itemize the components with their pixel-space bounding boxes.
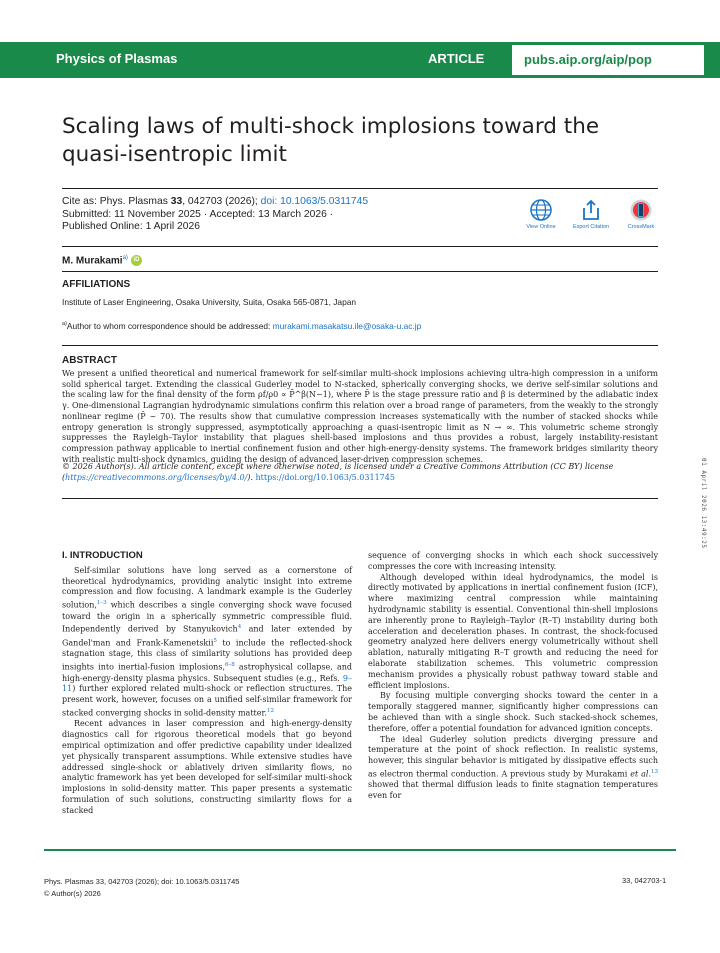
article-title: Scaling laws of multi-shock implosions toward the quasi-isentropic limit <box>62 114 600 167</box>
cite-volume: 33 <box>170 196 183 207</box>
globe-icon <box>529 198 553 222</box>
cite-doi-link[interactable]: doi: 10.1063/5.0311745 <box>260 196 369 207</box>
download-timestamp: 01 April 2026 13:49:25 <box>700 458 707 549</box>
reference-link[interactable]: 6–8 <box>224 662 235 669</box>
paragraph: By focusing multiple converging shocks toward the center in a temporally staggered manner, significantly higher compressions can be achieved than with a single shock. Such stacked-shock schemes, therefore, offer a potential foundation for advanced ignition concepts. <box>368 691 658 733</box>
reference-link[interactable]: 12 <box>266 707 274 714</box>
cite-pages: , 042703 (2026); <box>182 196 261 207</box>
divider <box>62 188 658 189</box>
export-citation-label: Export Citation <box>572 224 610 230</box>
license-end: ). <box>247 472 256 482</box>
corr-label: Author to whom correspondence should be addressed: <box>66 321 273 331</box>
license-text: © 2026 Author(s). All article content, except where otherwise noted, is licensed under a Creative Commons Attribution (CC BY) license ( <box>62 462 614 482</box>
view-online-label: View Online <box>526 224 556 230</box>
author-sup: a) <box>122 255 128 261</box>
affiliation-text: Institute of Laser Engineering, Osaka University, Suita, Osaka 565-0871, Japan <box>62 297 357 307</box>
section-heading: I. INTRODUCTION <box>62 550 143 561</box>
paragraph: sequence of converging shocks in which each shock successively compresses the core with increasing intensity. <box>368 551 658 571</box>
paragraph: Recent advances in laser compression and high-energy-density diagnostics call for rigorous theoretical models that go beyond empirical optimization and offer predictive capability under idealized yet physically transparent assumptions. While extensive studies have addressed single-shock or ablatively driven similarity flows, no analytic framework has yet been developed for self-similar multi-shock implosions in solid-density matter. This paper presents a systematic formulation of such solutions, constructing similarity flows for a stacked <box>62 719 352 815</box>
footer-page: 33, 042703-1 <box>622 876 667 885</box>
submitted-line: Submitted: 11 November 2025 · Accepted: 13 March 2026 · <box>62 208 334 220</box>
affiliations-heading: AFFILIATIONS <box>62 279 131 290</box>
cite-block <box>62 196 368 234</box>
correspondence-line <box>62 321 421 331</box>
journal-url-box[interactable] <box>511 44 705 76</box>
footer-copyright: © Author(s) 2026 <box>44 889 101 898</box>
abstract-heading: ABSTRACT <box>62 355 117 366</box>
journal-name[interactable]: Physics of Plasmas <box>56 51 178 66</box>
reference-link[interactable]: 13 <box>651 768 658 775</box>
author-name[interactable]: M. Murakami <box>62 255 123 267</box>
license-link[interactable]: https://creativecommons.org/licenses/by/4.0/ <box>65 472 248 482</box>
paragraph: The ideal Guderley solution predicts diverging pressure and temperature at the point of shock reflection. In realistic systems, however, this singular behavior is mitigated by dissipative effects such as electron thermal conduction. A previous study by Murakami et al.$^{13}$ showed that thermal diffusion leads to finite stagnation temperatures even for <box>368 734 658 801</box>
journal-banner <box>0 42 720 78</box>
footer-left <box>44 876 239 900</box>
paragraph: Although developed within ideal hydrodynamics, the model is directly motivated by applications in inertial confinement fusion (ICF), where maximizing central compression while maintaining hydrodynamic stability is essential. Conventional thin-shell implosions are inherently prone to Rayleigh–Taylor (R–T) instability during both acceleration and deceleration phases. In contrast, the shock-focused geometry analyzed here delivers energy volumetrically without shell ablation, naturally mitigating R–T growth and reducing the need for elaborate stabilization schemes. This volumetric compression mechanism provides a physically robust pathway toward stable and efficient implosions. <box>368 572 658 690</box>
divider <box>62 271 658 272</box>
footer-citation: Phys. Plasmas 33, 042703 (2026); doi: 10.1063/5.0311745 <box>44 877 240 886</box>
journal-url[interactable]: pubs.aip.org/aip/pop <box>524 52 652 67</box>
crossmark-button[interactable] <box>611 198 671 238</box>
corr-sup: a) <box>62 321 67 328</box>
orcid-icon[interactable]: iD <box>131 255 142 266</box>
cite-prefix: Cite as: Phys. Plasmas <box>62 196 171 207</box>
license-statement <box>62 462 658 483</box>
reference-link[interactable]: 9–11 <box>62 673 352 694</box>
crossmark-icon <box>629 198 653 222</box>
article-type: ARTICLE <box>428 51 485 66</box>
reference-link[interactable]: 4 <box>237 624 242 631</box>
doi-link[interactable]: https://doi.org/10.1063/5.0311745 <box>255 472 395 482</box>
divider <box>62 345 658 346</box>
published-line: Published Online: 1 April 2026 <box>62 221 200 232</box>
footer-rule <box>44 849 676 851</box>
paragraph: Self-similar solutions have long served as a cornerstone of theoretical hydrodynamics, providing analytic insight into extreme compression and flow focusing. A landmark example is the Guderley solution,$^{1-3}$ which describes a single converging shock wave focused toward the origin in a spherically symmetric compressible fluid. Independently derived by Stanyukovich$^4$ and later extended by Gandel'man and Frank-Kamenetskii$^5$ to include the reflected-shock stagnation stage, this class of similarity solutions has provided deep insights into inertial-fusion implosions,$^{6-8}$ astrophysical collapse, and high-energy-density plasma physics. Subsequent studies (e.g., Refs. 9–11) further explored related multi-shock or reflection structures. The present work, however, focuses on a unified self-similar framework for stacked converging shocks in solid-density matter.$^{12}$ <box>62 565 353 718</box>
export-icon <box>579 198 603 222</box>
left-column <box>62 551 352 817</box>
abstract-text: We present a unified theoretical and numerical framework for self-similar multi-shock implosions achieving ultra-high compression in a uniform solid spherical target. Extending the classical Guderley model to N-stacked, spherically converging shocks, we derive self-similar solutions and the scaling law for the final density of the form ρf/ρ0 ∝ P̄^β(N−1), where P̄ is the stage pressure ratio and β is determined by the adiabatic index γ. One-dimensional Lagrangian hydrodynamic simulations confirm this relation over a broad range of parameters, from the weakly to the strongly nonlinear regime (P̄ ∼ 70). The results show that cumulative compression increases systematically with the number of stacked shocks while entropy generation is strongly suppressed, asymptotically approaching a quasi-isentropic limit as N → ∞. This volumetric scheme strongly suppresses the Rayleigh–Taylor instability that plagues shell-based implosions and thus provides a robust, largely instability-resistant compression pathway applicable to inertial confinement fusion and other high-energy-density systems. The framework bridges similarity theory with realistic multi-shock dynamics, guiding the design of advanced laser-driven compression schemes. <box>62 369 658 464</box>
right-column <box>368 551 658 802</box>
crossmark-label: CrossMark <box>627 224 655 230</box>
divider <box>62 246 658 247</box>
corr-email[interactable]: murakami.masakatsu.ile@osaka-u.ac.jp <box>272 321 422 331</box>
divider <box>62 498 658 499</box>
reference-link[interactable]: 1–3 <box>96 600 107 607</box>
author-line <box>62 255 142 266</box>
reference-link[interactable]: 5 <box>213 637 217 644</box>
